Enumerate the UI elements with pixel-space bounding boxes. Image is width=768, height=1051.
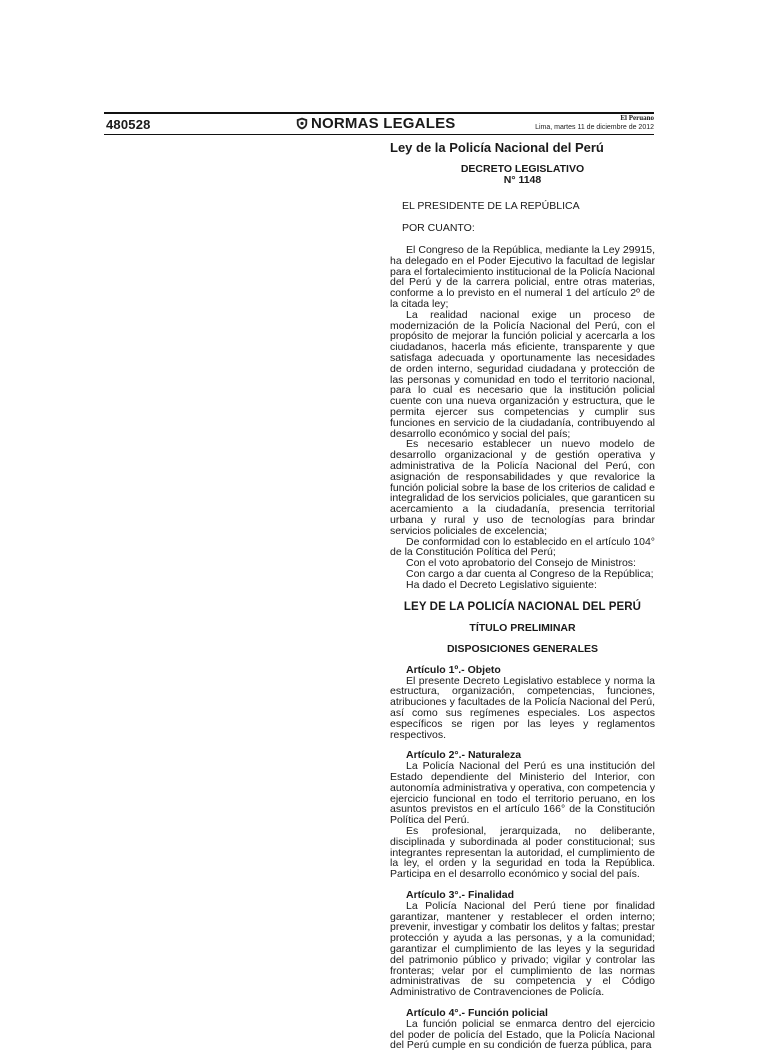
law-heading: LEY DE LA POLICÍA NACIONAL DEL PERÚ (403, 601, 642, 614)
preamble-paragraph: La realidad nacional exige un proceso de modernización de la Policía Nacional del Perú, con el propósito de mejorar la función policial y acercarla a los ciudadanos, hacerla más eficiente, transparente y que satisfaga adecuada y oportunamente las necesidades de orden interno, seguridad ciudadana y protección de las personas y comunidad en todo el territorio nacional, para lo cual es necesario que la institución policial cuente con una nueva organización y estructura, que le permita ejercer sus competencias y cumplir sus funciones en servicio de la ciudadanía, contribuyendo al desarrollo económico y social del país; (390, 308, 655, 440)
preamble-paragraph: Ha dado el Decreto Legislativo siguiente: (406, 578, 597, 591)
preamble-paragraph: Con cargo a dar cuenta al Congreso de la República; (406, 567, 654, 580)
page-number: 480528 (106, 117, 151, 132)
preamble-paragraph: El Congreso de la República, mediante la Ley 29915, ha delegado en el Poder Ejecutivo la facultad de legislar para el fortalecimiento institucional de la Policía Nacional del Perú y de la carrera policial, entre otras materias, conforme a lo previsto en el numeral 1 del artículo 2º de la citada ley; (390, 243, 655, 310)
article-3-title: Artículo 3°.- Finalidad (406, 889, 515, 902)
article-1-paragraph: El presente Decreto Legislativo establece y norma la estructura, organización, competencias, funciones, atribuciones y facultades de la Policía Nacional del Perú, así como sus regímenes especiales. Los aspectos específicos se rigen por las leyes y reglamentos respectivos. (390, 674, 655, 741)
article-4-title: Artículo 4°.- Función policial (406, 1006, 548, 1019)
section-title: NORMAS LEGALES (311, 115, 456, 132)
article-3-paragraph: La Policía Nacional del Perú tiene por finalidad garantizar, mantener y restablecer el orden interno; prevenir, investigar y combatir los delitos y faltas; prestar protección y ayuda a las personas, y a la comunidad; garantizar el cumplimiento de las leyes y la seguridad del patrimonio público y privado; vigilar y controlar las fronteras; velar por el cumplimiento de las normas administrativas de su competencia y el Código Administrativo de Contravenciones de Policía. (390, 899, 655, 999)
decree-title: DECRETO LEGISLATIVO (460, 162, 585, 175)
publication-date: Lima, martes 11 de diciembre de 2012 (535, 124, 654, 131)
issuer-line: EL PRESIDENTE DE LA REPÚBLICA (402, 200, 580, 213)
article-4-paragraph: La función policial se enmarca dentro del ejercicio del poder de policía del Estado, que la Policía Nacional del Perú cumple en su condición de fuerza pública, para (390, 1017, 655, 1051)
preamble-paragraph: Con el voto aprobatorio del Consejo de Ministros: (406, 557, 636, 570)
article-1-title: Artículo 1º.- Objeto (406, 663, 501, 676)
article-2-paragraph: Es profesional, jerarquizada, no deliberante, disciplinada y subordinada al poder constitucional; sus integrantes representan la autoridad, el cumplimiento de la ley, el orden y la seguridad en toda la República. Participa en el desarrollo económico y social del país. (390, 825, 655, 881)
law-title: Ley de la Policía Nacional del Perú (390, 140, 604, 155)
document-column (390, 140, 655, 1051)
publication-name: El Peruano (620, 114, 654, 122)
header-bottom-rule (104, 134, 654, 135)
article-2-paragraph: La Policía Nacional del Perú es una institución del Estado dependiente del Ministerio del Interior, con autonomía administrativa y operativa, con competencia y ejercicio funcional en todo el territorio peruano, en los asuntos previstos en el artículo 166° de la Constitución Política del Perú. (390, 760, 655, 827)
decree-number: N° 1148 (503, 173, 542, 186)
por-cuanto-line: POR CUANTO: (402, 222, 475, 235)
header-top-rule (104, 112, 654, 114)
preamble-paragraph: Es necesario establecer un nuevo modelo de desarrollo organizacional y de gestión operativa y administrativa de la Policía Nacional del Perú, con asignación de responsabilidades y que revalorice la función policial sobre la base de los criterios de calidad e integralidad de los servicios policiales, que garanticen su acercamiento a la ciudadanía, presencia territorial urbana y rural y uso de tecnologías para brindar servicios policiales de excelencia; (390, 438, 655, 537)
title-preliminar: TÍTULO PRELIMINAR (469, 622, 576, 635)
shield-icon (296, 117, 308, 130)
preamble-paragraph: De conformidad con lo establecido en el artículo 104° de la Constitución Política del Perú; (390, 535, 655, 559)
section-header (296, 115, 455, 132)
general-provisions-heading: DISPOSICIONES GENERALES (446, 643, 599, 656)
article-2-title: Artículo 2°.- Naturaleza (406, 749, 522, 762)
